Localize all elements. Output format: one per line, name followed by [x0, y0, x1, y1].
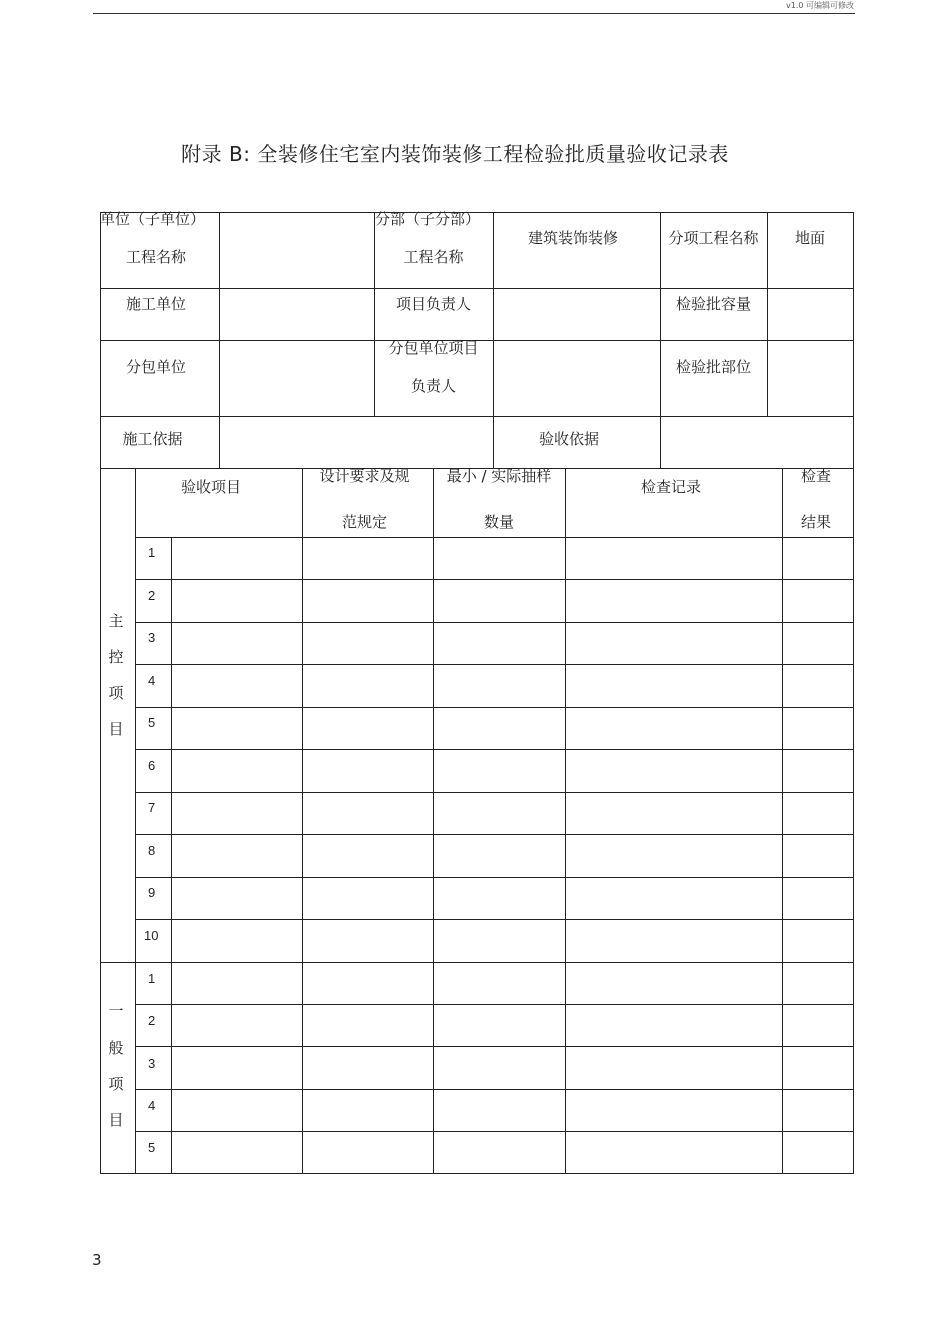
rule: [433, 468, 434, 1174]
rule: [135, 622, 854, 623]
main-row-number: 1: [148, 545, 156, 560]
rule: [135, 1004, 854, 1005]
main-row-number: 9: [148, 885, 156, 900]
subcontractor-label: 分包单位: [125, 358, 186, 376]
division-project-label-2: 工程名称: [403, 248, 464, 266]
rule: [565, 468, 566, 1174]
main-control-section-label-char: 目: [108, 720, 124, 738]
main-control-section-label-char: 主: [108, 612, 124, 630]
rule: [100, 962, 854, 963]
header-rule: [93, 13, 855, 14]
rule: [135, 792, 854, 793]
general-row-number: 5: [148, 1140, 156, 1155]
col-design-requirement: 设计要求及规: [319, 467, 410, 485]
general-section-label-char: 一: [108, 1002, 124, 1020]
main-control-section-label-char: 项: [108, 684, 124, 702]
contractor-label: 施工单位: [125, 295, 186, 313]
rule: [219, 212, 220, 468]
inspection-form-table: [100, 212, 854, 1174]
main-row-number: 8: [148, 843, 156, 858]
rule-bottom: [100, 1173, 854, 1174]
rule: [100, 416, 854, 417]
general-section-label-char: 目: [108, 1111, 124, 1129]
main-row-number: 7: [148, 800, 156, 815]
unit-project-label: 单位（子单位）: [100, 210, 206, 228]
rule: [135, 664, 854, 665]
rule: [135, 834, 854, 835]
rule: [135, 1131, 854, 1132]
batch-capacity-label: 检验批容量: [675, 295, 751, 313]
page-number: 3: [92, 1251, 102, 1269]
col-inspection-result-2: 结果: [800, 513, 831, 531]
col-acceptance-item: 验收项目: [180, 478, 241, 496]
rule: [302, 468, 303, 1174]
main-row-number: 6: [148, 758, 156, 773]
rule: [782, 468, 783, 1174]
main-control-section-label-char: 控: [108, 648, 124, 666]
batch-location-label: 检验批部位: [675, 358, 751, 376]
col-sample-quantity-2: 数量: [483, 513, 514, 531]
col-inspection-result: 检查: [800, 467, 831, 485]
general-row-number: 3: [148, 1056, 156, 1071]
main-row-number: 10: [144, 928, 159, 943]
main-row-number: 5: [148, 715, 156, 730]
rule: [135, 707, 854, 708]
division-project-label: 分部（子分部）: [375, 210, 481, 228]
version-label: v1.0 可编辑可修改: [786, 1, 854, 10]
acceptance-basis-label: 验收依据: [538, 430, 599, 448]
main-row-number: 4: [148, 673, 156, 688]
general-section-label-char: 般: [108, 1039, 124, 1057]
main-row-number: 2: [148, 588, 156, 603]
construction-basis-label: 施工依据: [122, 430, 183, 448]
col-inspection-record: 检查记录: [640, 478, 701, 496]
rule: [135, 749, 854, 750]
sub-leader-label: 分包单位项目: [388, 339, 479, 357]
rule: [135, 877, 854, 878]
rule: [135, 468, 136, 1174]
rule: [135, 1089, 854, 1090]
rule: [135, 919, 854, 920]
general-section-label-char: 项: [108, 1075, 124, 1093]
sub-leader-label-2: 负责人: [410, 377, 456, 395]
unit-project-label-2: 工程名称: [125, 248, 186, 266]
general-row-number: 2: [148, 1013, 156, 1028]
subitem-name-value: 地面: [794, 229, 825, 247]
project-leader-label: 项目负责人: [395, 295, 471, 313]
rule: [171, 537, 172, 1174]
general-row-number: 1: [148, 971, 156, 986]
page-title: 附录 B: 全装修住宅室内装饰装修工程检验批质量验收记录表: [181, 142, 729, 166]
subitem-name-label: 分项工程名称: [668, 229, 759, 247]
rule: [135, 1046, 854, 1047]
rule: [135, 579, 854, 580]
division-value: 建筑装饰装修: [527, 229, 618, 247]
col-sample-quantity: 最小 / 实际抽样: [446, 467, 552, 485]
main-row-number: 3: [148, 630, 156, 645]
general-row-number: 4: [148, 1098, 156, 1113]
rule-right: [853, 212, 854, 1174]
col-design-requirement-2: 范规定: [341, 513, 387, 531]
